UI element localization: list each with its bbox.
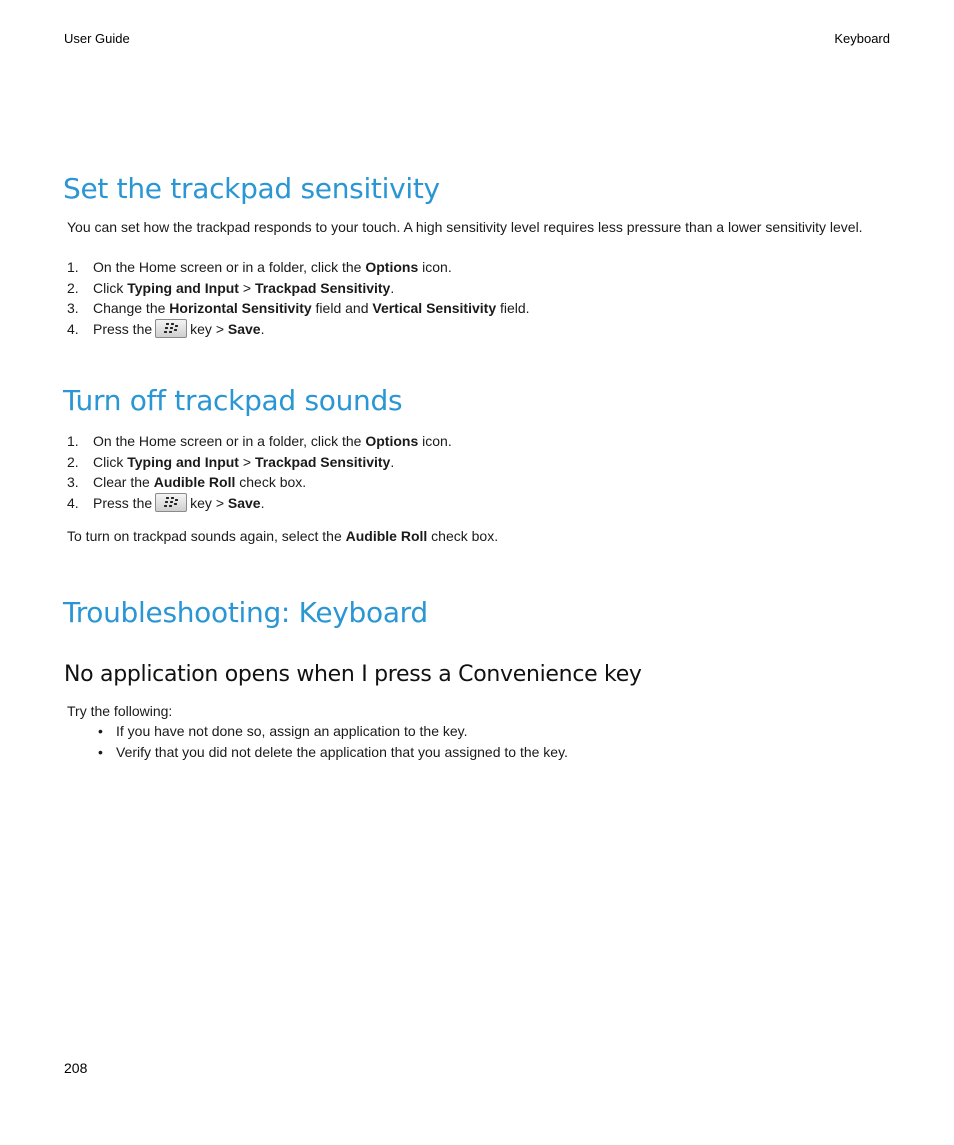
list-item: 1. On the Home screen or in a folder, click the Options icon. [67, 259, 452, 275]
section-title-trackpad-sounds: Turn off trackpad sounds [63, 384, 403, 417]
list-item: 3. Clear the Audible Roll check box. [67, 474, 307, 491]
page-number: 208 [64, 1060, 88, 1076]
steps-list-trackpad-sensitivity [67, 257, 530, 340]
running-header-right: Keyboard [834, 31, 890, 46]
blackberry-menu-key-icon [155, 319, 187, 338]
running-header-left: User Guide [64, 31, 130, 46]
list-item: 2. Click Typing and Input > Trackpad Sensitivity. [67, 453, 395, 470]
list-item: 2. Click Typing and Input > Trackpad Sensitivity. [67, 279, 395, 296]
list-item: • Verify that you did not delete the application that you assigned to the key. [98, 744, 568, 760]
list-item: 3. Change the Horizontal Sensitivity field and Vertical Sensitivity field. [67, 300, 530, 317]
troubleshooting-bullets [98, 721, 568, 763]
steps-list-trackpad-sounds [67, 431, 452, 514]
section-title-troubleshooting: Troubleshooting: Keyboard [63, 596, 428, 629]
blackberry-menu-key-icon [155, 493, 187, 512]
list-item: 4. Press the key > Save. [67, 321, 265, 338]
section-intro: You can set how the trackpad responds to your touch. A high sensitivity level requires less pressure than a lower sensitivity level. [67, 219, 863, 235]
subsection-title: No application opens when I press a Convenience key [64, 662, 642, 687]
section-title-trackpad-sensitivity: Set the trackpad sensitivity [63, 172, 440, 205]
troubleshooting-intro: Try the following: [67, 703, 173, 719]
list-item: • If you have not done so, assign an application to the key. [98, 723, 468, 739]
note-paragraph: To turn on trackpad sounds again, select the Audible Roll check box. [67, 528, 499, 544]
list-item: 1. On the Home screen or in a folder, click the Options icon. [67, 433, 452, 449]
list-item: 4. Press the key > Save. [67, 495, 265, 512]
